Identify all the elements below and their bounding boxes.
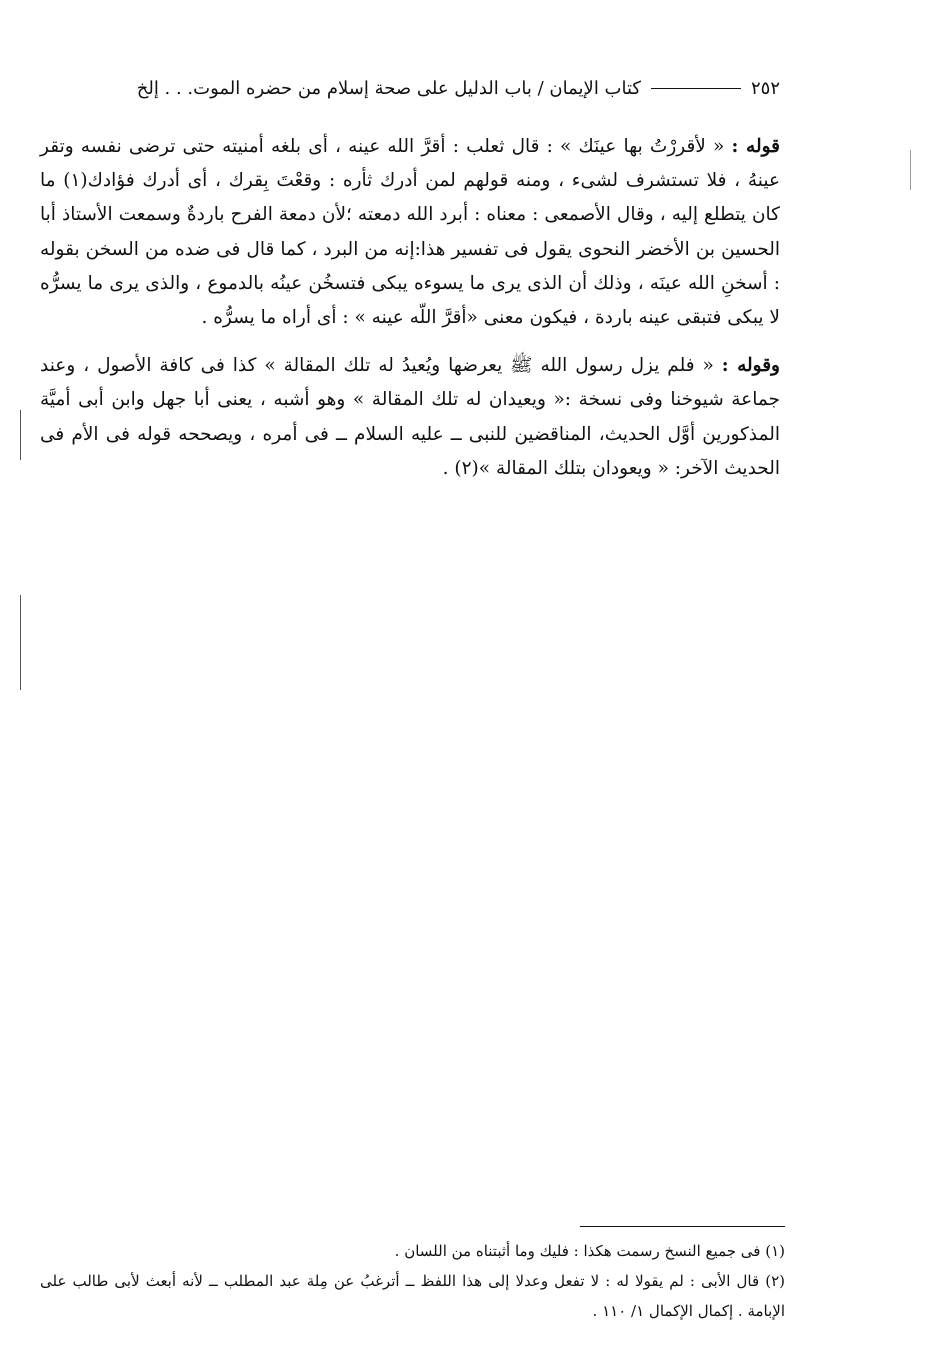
footnote-2: (٢) قال الأبى : لم يقولا له : لا تفعل وعدلا إلى هذا اللفظ ــ أترغبُ عن مِلة عبد المطلب ــ لأنه أبعث لأبى طالب على الإبامة . إكمال الإكمال ١/ ١١٠ . <box>40 1272 785 1320</box>
paragraph-2-text: « فلم يزل رسول الله ﷺ يعرضها ويُعيدُ له تلك المقالة » كذا فى كافة الأصول ، وعند جماعة شيوخنا وفى نسخة :« ويعيدان له تلك المقالة » وهو أشبه ، يعنى أبا جهل وابن أبى أميَّة المذكورين أوَّل الحديث، المناقضين للنبى ــ عليه السلام ــ فى أمره ، ويصححه قوله فى الأم فى الحديث الآخر: « ويعودان بتلك المقالة »(٢) . <box>40 355 780 479</box>
footnotes <box>40 1236 785 1326</box>
paragraph-1-lead: قوله : <box>731 136 780 157</box>
footnote-1: (١) فى جميع النسخ رسمت هكذا : فليك وما أثبتناه من اللسان . <box>394 1242 785 1260</box>
scan-artifact-line <box>910 150 911 190</box>
main-text <box>40 130 780 500</box>
header-title: كتاب الإيمان / باب الدليل على صحة إسلام من حضره الموت. . . إلخ <box>136 78 641 99</box>
scan-artifact-line <box>20 410 21 460</box>
scan-artifact-line <box>20 595 21 690</box>
page-number: ٢٥٢ <box>750 78 780 99</box>
paragraph-1 <box>40 130 780 335</box>
paragraph-1-text: « لأقررْتُ بها عينَك » : قال ثعلب : أقرَّ الله عينه ، أى بلغه أمنيته حتى ترضى نفسه وتقر عينهُ ، فلا تستشرف لشىء ، ومنه قولهم لمن أدرك ثأره : وقعْتَ بِقرك ، أى أدرك فؤادك(١) ما كان يتطلع إليه ، وقال الأصمعى : معناه : أبرد الله دمعته ؛لأن دمعة الفرح باردةٌ وسمعت الأستاذ أبا الحسين بن الأخضر النحوى يقول فى تفسير هذا:إنه من البرد ، كما قال فى ضده من السخن بقوله : أسخنِ الله عينَه ، وذلك أن الذى يرى ما يسوءه يبكى فتسخُن عينُه بالدموع ، والذى يرى ما يسرُّه لا يبكى فتبقى عينه باردة ، فيكون معنى «أقرَّ اللّه عينه » : أى أراه ما يسرُّه . <box>40 136 780 329</box>
paragraph-2-lead: وقوله : <box>721 355 780 377</box>
footnote-rule <box>580 1226 785 1227</box>
header-rule <box>651 88 741 89</box>
page-header <box>40 78 780 99</box>
paragraph-2 <box>40 349 780 486</box>
